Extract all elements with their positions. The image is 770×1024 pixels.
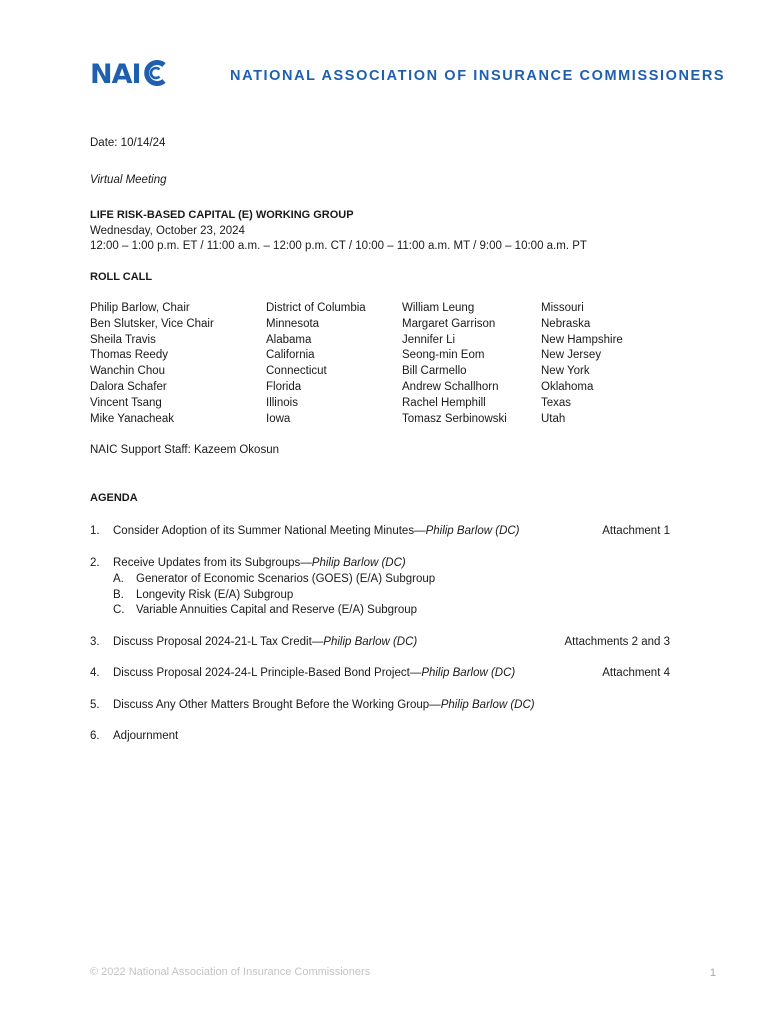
member-state: Texas (541, 396, 572, 409)
agenda-item-number: 3. (90, 636, 100, 648)
member-state: New Hampshire (541, 333, 623, 346)
meeting-info (90, 208, 587, 255)
member-name: Rachel Hemphill (402, 396, 486, 409)
member-name: Margaret Garrison (402, 317, 496, 330)
agenda-item-number: 2. (90, 557, 100, 569)
document-date: Date: 10/14/24 (90, 137, 166, 149)
member-name: Jennifer Li (402, 333, 456, 346)
member-name: Dalora Schafer (90, 380, 167, 393)
member-name: Mike Yanacheak (90, 412, 174, 425)
logo-text: NAI (90, 59, 141, 90)
member-name: Wanchin Chou (90, 365, 166, 378)
working-group-title: LIFE RISK-BASED CAPITAL (E) WORKING GROUP (90, 209, 354, 221)
meeting-time: 12:00 – 1:00 p.m. ET / 11:00 a.m. – 12:00 p.m. CT / 10:00 – 11:00 a.m. MT / 9:00 – 10:00 a.m. PT (90, 240, 587, 252)
agenda-item-description: Discuss Proposal 2024-21-L Tax Credit— (113, 636, 324, 648)
agenda-item-presenter: Philip Barlow (DC) (421, 667, 516, 679)
member-state: Oklahoma (541, 380, 594, 393)
organization-name: NATIONAL ASSOCIATION OF INSURANCE COMMISSIONERS (230, 68, 726, 84)
agenda-item-number: 4. (90, 667, 100, 679)
meeting-type: Virtual Meeting (90, 174, 167, 186)
agenda-item-text (113, 556, 406, 572)
member-state: Missouri (541, 302, 584, 314)
subitem-text: Longevity Risk (E/A) Subgroup (136, 588, 294, 601)
member-name: Thomas Reedy (90, 349, 168, 362)
member-name: Philip Barlow, Chair (90, 302, 190, 314)
member-state: Connecticut (266, 365, 327, 378)
member-state: New Jersey (541, 349, 602, 362)
subitem-text: Variable Annuities Capital and Reserve (E/A) Subgroup (136, 604, 418, 616)
member-name: Tomasz Serbinowski (402, 412, 507, 425)
member-state: New York (541, 365, 590, 378)
agenda-item-description: Discuss Any Other Matters Brought Before the Working Group— (113, 699, 441, 711)
agenda-item-presenter: Philip Barlow (DC) (425, 525, 520, 537)
member-name: Andrew Schallhorn (402, 380, 499, 393)
member-state: Nebraska (541, 317, 591, 330)
subitem-letter: C. (113, 604, 125, 616)
member-state: Iowa (266, 412, 291, 425)
roll-call-names-column-2 (402, 301, 507, 427)
member-name: Bill Carmello (402, 365, 467, 378)
meeting-day: Wednesday, October 23, 2024 (90, 224, 245, 237)
subitem-letter: B. (113, 588, 124, 601)
agenda-item-presenter: Philip Barlow (DC) (311, 557, 406, 569)
member-name: Sheila Travis (90, 333, 156, 346)
member-name: Ben Slutsker, Vice Chair (90, 317, 214, 330)
naic-logo (90, 60, 170, 90)
member-state: Illinois (266, 396, 298, 409)
agenda-item-text (113, 635, 417, 651)
agenda-item-attachment: Attachments 2 and 3 (564, 636, 670, 648)
agenda-item-description: Receive Updates from its Subgroups— (113, 557, 312, 569)
agenda-item-number: 1. (90, 525, 100, 537)
member-name: Vincent Tsang (90, 396, 162, 409)
member-state: Minnesota (266, 317, 320, 330)
agenda-item-description: Consider Adoption of its Summer National Meeting Minutes— (113, 525, 426, 537)
letterhead (90, 59, 726, 92)
roll-call-names-column-1 (90, 301, 214, 427)
agenda-item-number: 5. (90, 699, 100, 711)
agenda-item-text (113, 698, 535, 714)
roll-call-heading: ROLL CALL (90, 271, 153, 283)
subitem-text: Generator of Economic Scenarios (GOES) (E/A) Subgroup (136, 573, 436, 585)
support-staff: NAIC Support Staff: Kazeem Okosun (90, 444, 279, 456)
member-state: Alabama (266, 333, 312, 346)
agenda-item-number: 6. (90, 730, 100, 742)
agenda-item-text (113, 524, 520, 540)
page-number: 1 (709, 967, 716, 979)
roll-call-states-column-1 (266, 301, 366, 427)
member-name: William Leung (402, 302, 475, 314)
subitem-letter: A. (113, 573, 124, 585)
agenda-item-description: Discuss Proposal 2024-24-L Principle-Based Bond Project— (113, 667, 422, 679)
agenda-item-presenter: Philip Barlow (DC) (440, 699, 535, 711)
agenda-item-presenter: Philip Barlow (DC) (323, 636, 418, 648)
agenda-item-attachment: Attachment 1 (602, 525, 670, 537)
member-state: California (266, 349, 315, 362)
agenda-item-description: Adjournment (113, 730, 179, 742)
agenda-heading: AGENDA (90, 492, 138, 504)
agenda-item-text (113, 666, 515, 682)
footer-copyright: © 2022 National Association of Insurance Commissioners (90, 966, 371, 978)
member-state: District of Columbia (266, 302, 366, 314)
agenda-item-attachment: Attachment 4 (602, 667, 670, 679)
roll-call-states-column-2 (541, 301, 623, 427)
agenda-item-text (113, 729, 178, 745)
member-state: Utah (541, 412, 566, 425)
member-state: Florida (266, 380, 302, 393)
member-name: Seong-min Eom (402, 349, 485, 362)
logo-c-mark-icon (142, 60, 170, 91)
